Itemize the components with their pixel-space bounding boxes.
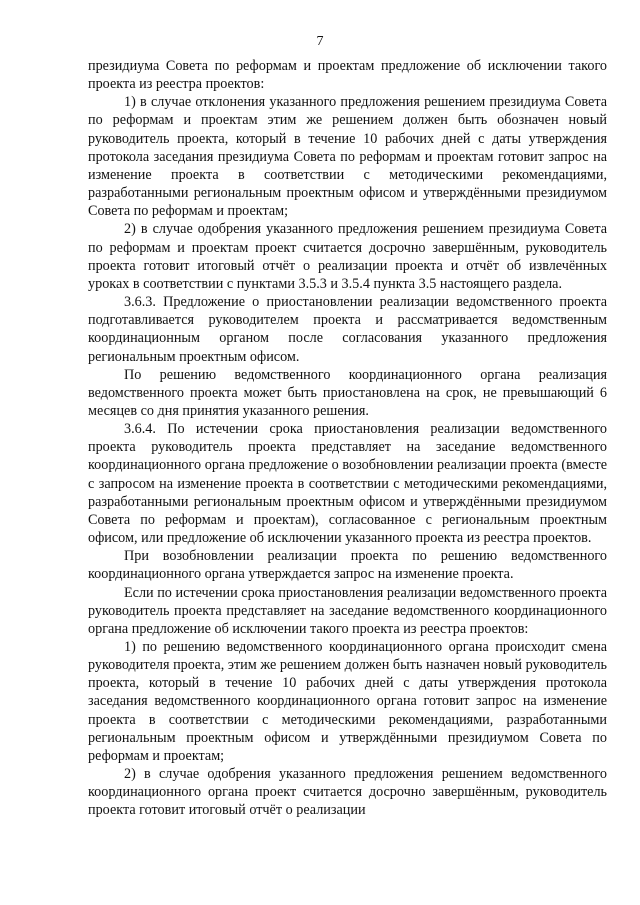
paragraph-item-1: 1) в случае отклонения указанного предложения решением президиума Совета по реформам и проектам этим же решением должен быть обозначен новый руководитель проекта, который в течение 10 рабочих дней с даты утверждения протокола заседания президиума Совета по реформам и проектам готовит запрос на изменение проекта в соответствии с методическими рекомендациями, разработанными региональным проектным офисом и утверждёнными президиумом Совета по реформам и проектам; <box>88 94 607 220</box>
paragraph-item-1-replacement: 1) по решению ведомственного координационного органа происходит смена руководителя проекта, этим же решением должен быть назначен новый руководитель проекта, который в течение 10 рабочих дней с даты утверждения протокола заседания ведомственного координационного органа готовит запрос на изменение проекта в соответствии с методическими рекомендациями, разработанными региональным проектным офисом и утверждёнными президиумом Совета по реформам и проектам; <box>88 639 607 764</box>
paragraph-exclusion-proposal: Если по истечении срока приостановления реализации ведомственного проекта руководитель проекта представляет на заседание ведомственного координационного органа предложение об исключении такого проекта из реестра проектов: <box>88 584 607 637</box>
paragraph-3-6-3: 3.6.3. Предложение о приостановлении реализации ведомственного проекта подготавливается руководителем проекта и рассматривается ведомственным координационным органом после согласования указанного предложения региональным проектным офисом. <box>88 294 607 365</box>
page-number: 7 <box>316 34 324 49</box>
paragraph-resumption: При возобновлении реализации проекта по решению ведомственного координационного органа утверждается запрос на изменение проекта. <box>88 548 607 583</box>
paragraph-item-2: 2) в случае одобрения указанного предложения решением президиума Совета по реформам и проектам проект считается досрочно завершённым, руководитель проекта готовит итоговый отчёт о реализации проекта и отчёт об извлечённых уроках в соответствии с пунктами 3.5.3 и 3.5.4 пункта 3.5 настоящего раздела. <box>88 221 607 292</box>
paragraph-suspension-term: По решению ведомственного координационного органа реализация ведомственного проекта может быть приостановлена на срок, не превышающий 6 месяцев со дня принятия указанного решения. <box>88 366 607 419</box>
paragraph-3-6-4: 3.6.4. По истечении срока приостановления реализации ведомственного проекта руководитель проекта представляет на заседание ведомственного координационного органа предложение о возобновлении реализации проекта (вместе с запросом на изменение проекта в соответствии с методическими рекомендациями, разработанными региональным проектным офисом и утверждёнными президиумом Совета по реформам и проектам), согласованное с региональным проектным офисом, или предложение об исключении указанного проекта из реестра проектов. <box>88 421 607 547</box>
document-body <box>88 57 607 820</box>
paragraph-item-2-completion: 2) в случае одобрения указанного предложения решением ведомственного координационного органа проект считается досрочно завершённым, руководитель проекта готовит итоговый отчёт о реализации <box>88 766 607 819</box>
paragraph-continuation: президиума Совета по реформам и проектам предложение об исключении такого проекта из реестра проектов: <box>88 58 607 93</box>
